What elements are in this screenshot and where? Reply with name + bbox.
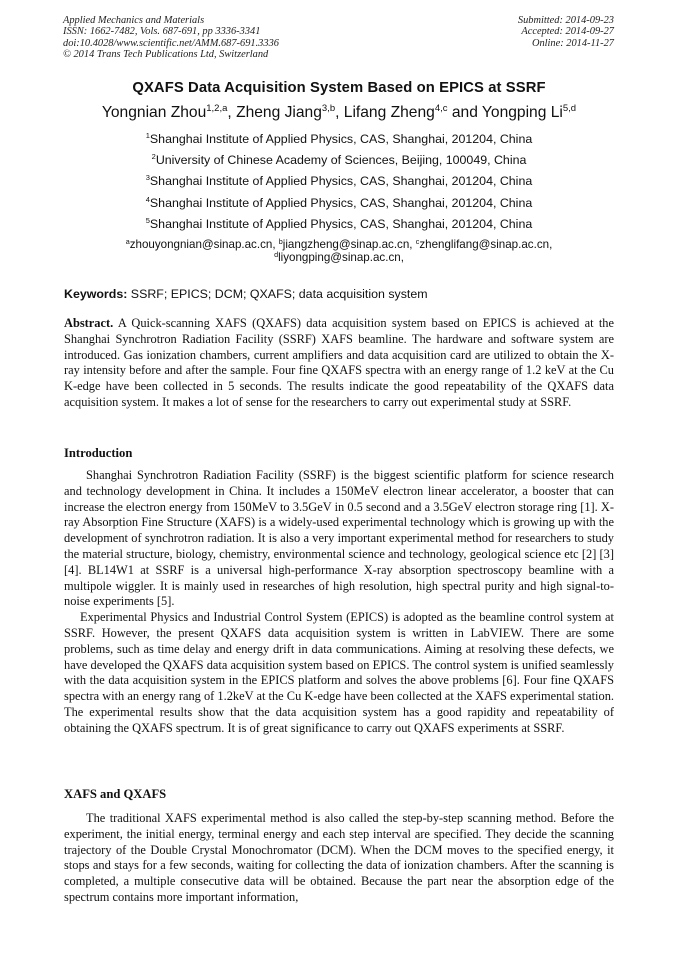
affiliation bbox=[0, 152, 678, 173]
submitted-date: Submitted: 2014-09-23 bbox=[517, 15, 614, 26]
author-sup: 3,b bbox=[321, 103, 336, 114]
affiliation-text: University of Chinese Academy of Sciences, Beijing, 100049, China bbox=[155, 153, 527, 168]
xafs-body bbox=[64, 811, 614, 906]
journal-name: Applied Mechanics and Materials bbox=[63, 15, 205, 26]
introduction-heading: Introduction bbox=[64, 446, 133, 460]
author-sup: 4,c bbox=[434, 103, 448, 114]
email-b[interactable]: jiangzheng@sinap.ac.cn, bbox=[282, 238, 413, 251]
email-d[interactable]: liyongping@sinap.ac.cn, bbox=[278, 251, 404, 264]
doi-line: doi:10.4028/www.scientific.net/AMM.687-691.3336 bbox=[63, 37, 279, 49]
copyright-line: © 2014 Trans Tech Publications Ltd, Switzerland bbox=[63, 48, 269, 60]
paragraph: The traditional XAFS experimental method is also called the step-by-step scanning method. Before the experiment, the initial energy, terminal energy and each step interval are specified. They decide the scanning trajectory of the Double Crystal Monochromator (DCM). When the DCM moves to the specified energy, it stops and stays for a few seconds, waiting for collecting the data of ionization chambers. After the scanning is completed, a multiple consecutive data will be obtained. Because the part near the absorption edge of the spectrum contains more important information, bbox=[64, 811, 614, 904]
email-c[interactable]: zhenglifang@sinap.ac.cn, bbox=[419, 238, 553, 251]
affiliation bbox=[0, 195, 678, 216]
paragraph: Experimental Physics and Industrial Control System (EPICS) is adopted as the beamline control system at SSRF. However, the present QXAFS data acquisition system is written in LabVIEW. There are some problems, such as time delay and energy drift in data communications. Aiming at resolving these defects, we have developed the QXAFS data acquisition system based on EPICS. The control system is unified seamlessly with the data acquisition system in the EPICS platform and solves the above problems [6]. Four fine QXAFS spectra with an energy rang of 1.2keV at the Cu K-edge have been collected at the XAFS experimental station. The experimental results show that the data acquisition system has a good rapidity and repeatability of obtaining the QXAFS spectrum. It is of great significance to carry out QXAFS experiments at SSRF. bbox=[64, 610, 614, 735]
keywords-line bbox=[64, 287, 614, 301]
author-sep: and bbox=[447, 104, 482, 121]
author-sep: , bbox=[227, 104, 237, 121]
affiliation bbox=[0, 216, 678, 237]
author-name: Lifang Zheng bbox=[343, 104, 435, 121]
online-date: Online: 2014-11-27 bbox=[531, 37, 614, 49]
email-marker: a bbox=[125, 237, 130, 246]
affiliation-number: 2 bbox=[151, 152, 156, 162]
accepted-date: Accepted: 2014-09-27 bbox=[521, 26, 614, 38]
affiliation-number: 5 bbox=[145, 215, 150, 225]
affiliation-text: Shanghai Institute of Applied Physics, CAS, Shanghai, 201204, China bbox=[149, 195, 533, 210]
issn-line: ISSN: 1662-7482, Vols. 687-691, pp 3336-3341 bbox=[63, 26, 261, 38]
author-name: Zheng Jiang bbox=[236, 104, 322, 121]
introduction-body bbox=[64, 468, 614, 737]
email-marker: b bbox=[278, 237, 283, 246]
affiliation-text: Shanghai Institute of Applied Physics, CAS, Shanghai, 201204, China bbox=[149, 132, 533, 146]
abstract bbox=[64, 316, 614, 411]
abstract-label: Abstract. bbox=[64, 316, 114, 330]
journal-header bbox=[63, 15, 279, 60]
author-sup: 5,d bbox=[562, 103, 577, 114]
dates-header bbox=[518, 15, 614, 49]
affiliation-text: Shanghai Institute of Applied Physics, CAS, Shanghai, 201204, China bbox=[149, 216, 533, 231]
author-sup: 1,2,a bbox=[206, 103, 228, 114]
affiliation-list bbox=[0, 131, 678, 237]
affiliation bbox=[0, 173, 678, 194]
email-marker: d bbox=[274, 250, 279, 259]
author-list bbox=[0, 104, 678, 122]
keywords-text: SSRF; EPICS; DCM; QXAFS; data acquisition system bbox=[127, 287, 428, 301]
affiliation-number: 1 bbox=[145, 131, 150, 140]
affiliation-number: 4 bbox=[145, 194, 150, 204]
paper-title: QXAFS Data Acquisition System Based on EPICS at SSRF bbox=[132, 80, 546, 96]
affiliation-number: 3 bbox=[145, 173, 150, 183]
author-name: Yongnian Zhou bbox=[101, 104, 207, 121]
keywords-label: Keywords: bbox=[64, 287, 128, 301]
abstract-text: A Quick-scanning XAFS (QXAFS) data acquisition system based on EPICS is achieved at the Shanghai Synchrotron Radiation Facility (SSRF) XAFS beamline. The hardware and software system are introduced. Gas ionization chambers, current amplifiers and data acquisition card are utilized to obtain the X-ray intensity before and after the sample. Four fine QXAFS spectra with an energy range of 1.2 keV at the Cu K-edge have been collected in 5 seconds. The results indicate the good repeatability of the QXAFS data acquisition system. It makes a lot of sense for the researchers to carry out experimental study at SSRF. bbox=[64, 316, 614, 409]
author-name: Yongping Li bbox=[481, 104, 563, 121]
affiliation-text: Shanghai Institute of Applied Physics, CAS, Shanghai, 201204, China bbox=[149, 174, 533, 189]
author-sep: , bbox=[335, 104, 344, 121]
email-marker: c bbox=[415, 237, 420, 246]
xafs-heading: XAFS and QXAFS bbox=[64, 787, 167, 801]
affiliation bbox=[0, 131, 678, 152]
email-list bbox=[0, 238, 678, 264]
email-a[interactable]: zhouyongnian@sinap.ac.cn, bbox=[129, 238, 276, 251]
paragraph: Shanghai Synchrotron Radiation Facility (SSRF) is the biggest scientific platform for science research and technology development in China. It includes a 150MeV electron linear accelerator, a booster that can increase the electron energy from 150MeV to 3.5GeV in 0.5 second and a 3.5GeV electron storage ring [1]. X-ray Absorption Fine Structure (XAFS) is a widely-used experimental technology which is growing up with the development of synchrotron radiation. It is also a very important experimental method for researchers to study the material structure, biology, chemistry, environmental science and technology, geological science etc [2] [3] [4]. BL14W1 at SSRF is a universal high-performance X-ray absorption spectroscopy beamline with a multipole wiggler. It is mainly used in researches of high resolution, high spectral purity and high signal-to-noise experiments [5]. bbox=[64, 468, 614, 609]
